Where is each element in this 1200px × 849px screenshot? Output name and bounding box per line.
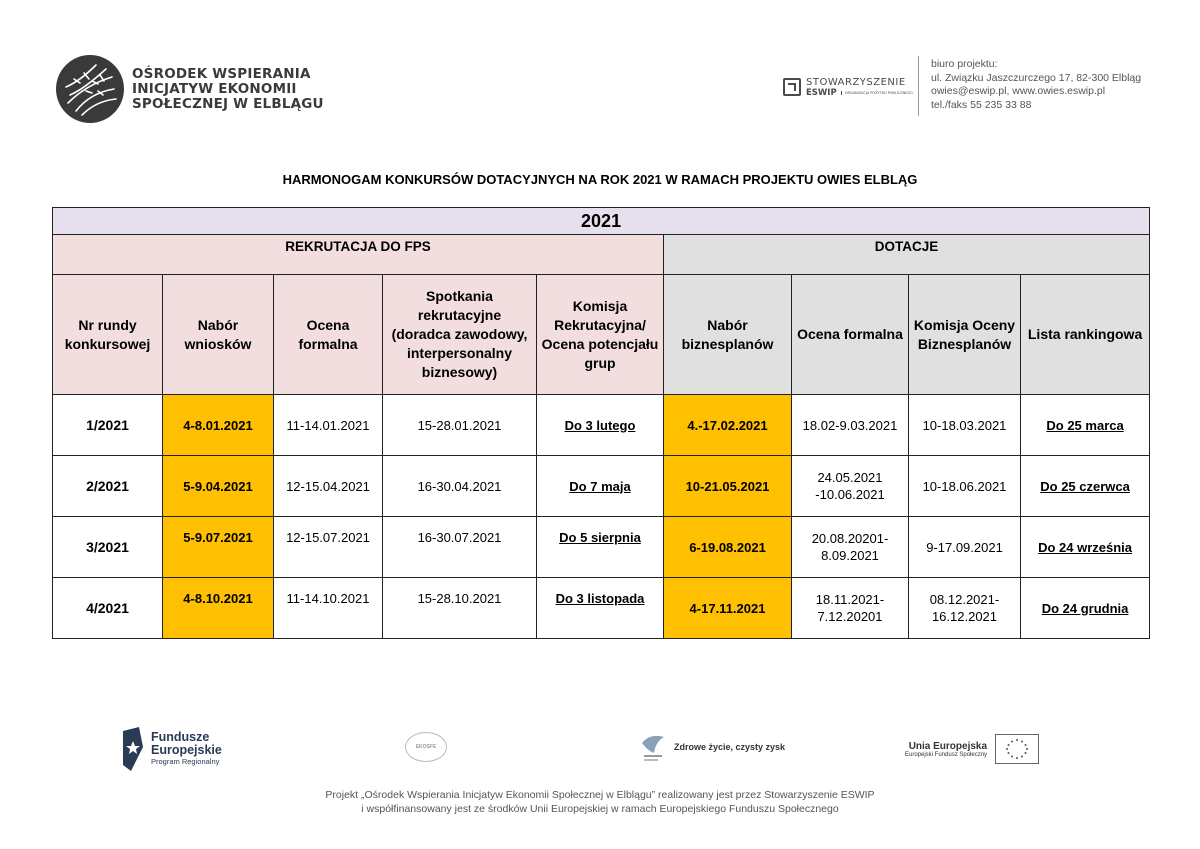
cell-bp-committee: 08.12.2021- 16.12.2021 [909,578,1021,639]
table-row [53,517,1150,578]
cell-bp-committee: 10-18.03.2021 [909,395,1021,456]
header-formal-review: Ocena formalna [274,275,383,395]
cell-ranking-list: Do 24 września [1021,517,1150,578]
cell-application-intake: 4-8.10.2021 [163,578,274,639]
logo-line-1: OŚRODEK WSPIERANIA [132,65,311,82]
owies-emblem-icon [56,55,124,123]
section-recruitment: REKRUTACJA DO FPS [53,235,664,275]
schedule-table [52,207,1150,639]
warmia-mazury-slogan: Zdrowe życie, czysty zysk [674,742,786,752]
warmia-mazury-icon [640,731,666,763]
cell-recruitment-meetings: 16-30.04.2021 [383,456,537,517]
header-bp-formal-review: Ocena formalna [792,275,909,395]
cell-bp-committee: 10-18.06.2021 [909,456,1021,517]
header-recruitment-committee: Komisja Rekrutacyjna/ Ocena potencjału grup [537,275,664,395]
cell-bp-formal-review: 20.08.20201- 8.09.2021 [792,517,909,578]
ue-efs-logo [905,734,1039,764]
cell-recruitment-meetings: 15-28.01.2021 [383,395,537,456]
cell-recruitment-committee: Do 5 sierpnia [537,517,664,578]
table-row [53,395,1150,456]
fe-line-2: Europejskie [151,743,222,757]
cell-round: 1/2021 [53,395,163,456]
eswip-arrow-icon [783,78,801,96]
cell-recruitment-meetings: 16-30.07.2021 [383,517,537,578]
fe-line-3: Program Regionalny [151,757,220,766]
contact-block [931,58,1141,112]
contact-address: ul. Związku Jaszczurczego 17, 82-300 Elbląg [931,71,1142,84]
eu-flag-icon [995,734,1039,764]
year-header: 2021 [53,208,1150,235]
cell-business-plan-intake: 4.-17.02.2021 [664,395,792,456]
cell-business-plan-intake: 10-21.05.2021 [664,456,792,517]
ekosfe-seal-icon [405,732,447,762]
header-bp-committee: Komisja Oceny Biznesplanów [909,275,1021,395]
header-divider [918,56,919,116]
contact-phone: tel./faks 55 235 33 88 [931,98,1032,111]
fundusze-europejskie-logo [121,727,222,771]
cell-business-plan-intake: 4-17.11.2021 [664,578,792,639]
cell-ranking-list: Do 25 marca [1021,395,1150,456]
fe-line-1: Fundusze [151,730,210,744]
header-ranking-list: Lista rankingowa [1021,275,1150,395]
cell-bp-formal-review: 18.11.2021- 7.12.20201 [792,578,909,639]
header-application-intake: Nabór wniosków [163,275,274,395]
cell-bp-committee: 9-17.09.2021 [909,517,1021,578]
cell-recruitment-meetings: 15-28.10.2021 [383,578,537,639]
cell-formal-review: 12-15.04.2021 [274,456,383,517]
footer-note-line-1: Projekt „Ośrodek Wspierania Inicjatyw Ekonomii Społecznej w Elblągu” realizowany jest przez Stowarzyszenie ESWIP [325,789,875,801]
cell-formal-review: 11-14.01.2021 [274,395,383,456]
cell-application-intake: 5-9.07.2021 [163,517,274,578]
logo-line-3: SPOŁECZNEJ W ELBLĄGU [132,95,324,112]
cell-application-intake: 5-9.04.2021 [163,456,274,517]
project-footer-note [0,788,1200,816]
table-row [53,578,1150,639]
cell-bp-formal-review: 24.05.2021 -10.06.2021 [792,456,909,517]
cell-bp-formal-review: 18.02-9.03.2021 [792,395,909,456]
contact-email-web: owies@eswip.pl, www.owies.eswip.pl [931,85,1106,97]
cell-round: 2/2021 [53,456,163,517]
cell-formal-review: 11-14.10.2021 [274,578,383,639]
cell-business-plan-intake: 6-19.08.2021 [664,517,792,578]
eswip-subtitle: ORGANIZACJA POŻYTKU PUBLICZNEGO [841,91,913,95]
logo-line-2: INICJATYW EKONOMII [132,80,297,97]
cell-ranking-list: Do 24 grudnia [1021,578,1150,639]
column-headers [53,275,1150,395]
owies-logo [56,54,324,124]
document-title: HARMONOGAM KONKURSÓW DOTACYJNYCH NA ROK 2021 W RAMACH PROJEKTU OWIES ELBLĄG [282,172,918,187]
footer-note-line-2: i współfinansowany jest ze środków Unii Europejskiej w ramach Europejskiego Funduszu Społecznego [361,803,839,815]
cell-ranking-list: Do 25 czerwca [1021,456,1150,517]
eswip-title: STOWARZYSZENIE [806,76,906,88]
cell-formal-review: 12-15.07.2021 [274,517,383,578]
header-round: Nr rundy konkursowej [53,275,163,395]
section-grants: DOTACJE [664,235,1150,275]
header-business-plan-intake: Nabór biznesplanów [664,275,792,395]
header-recruitment-meetings: Spotkania rekrutacyjne (doradca zawodowy, interpersonalny biznesowy) [383,275,537,395]
cell-recruitment-committee: Do 3 listopada [537,578,664,639]
cell-round: 3/2021 [53,517,163,578]
table-row [53,456,1150,517]
cell-application-intake: 4-8.01.2021 [163,395,274,456]
cell-recruitment-committee: Do 3 lutego [537,395,664,456]
seal-text: EKOSFE [415,744,437,750]
cell-round: 4/2021 [53,578,163,639]
ue-line-1: Unia Europejska [908,740,988,752]
contact-label: biuro projektu: [931,58,998,70]
eswip-logo [783,74,913,100]
warmia-mazury-logo [640,731,785,763]
fe-star-icon [121,727,145,771]
cell-recruitment-committee: Do 7 maja [537,456,664,517]
owies-logo-text [132,67,324,112]
eswip-name: ESWIP [806,87,837,98]
ue-line-2: Europejski Fundusz Społeczny [905,751,988,758]
